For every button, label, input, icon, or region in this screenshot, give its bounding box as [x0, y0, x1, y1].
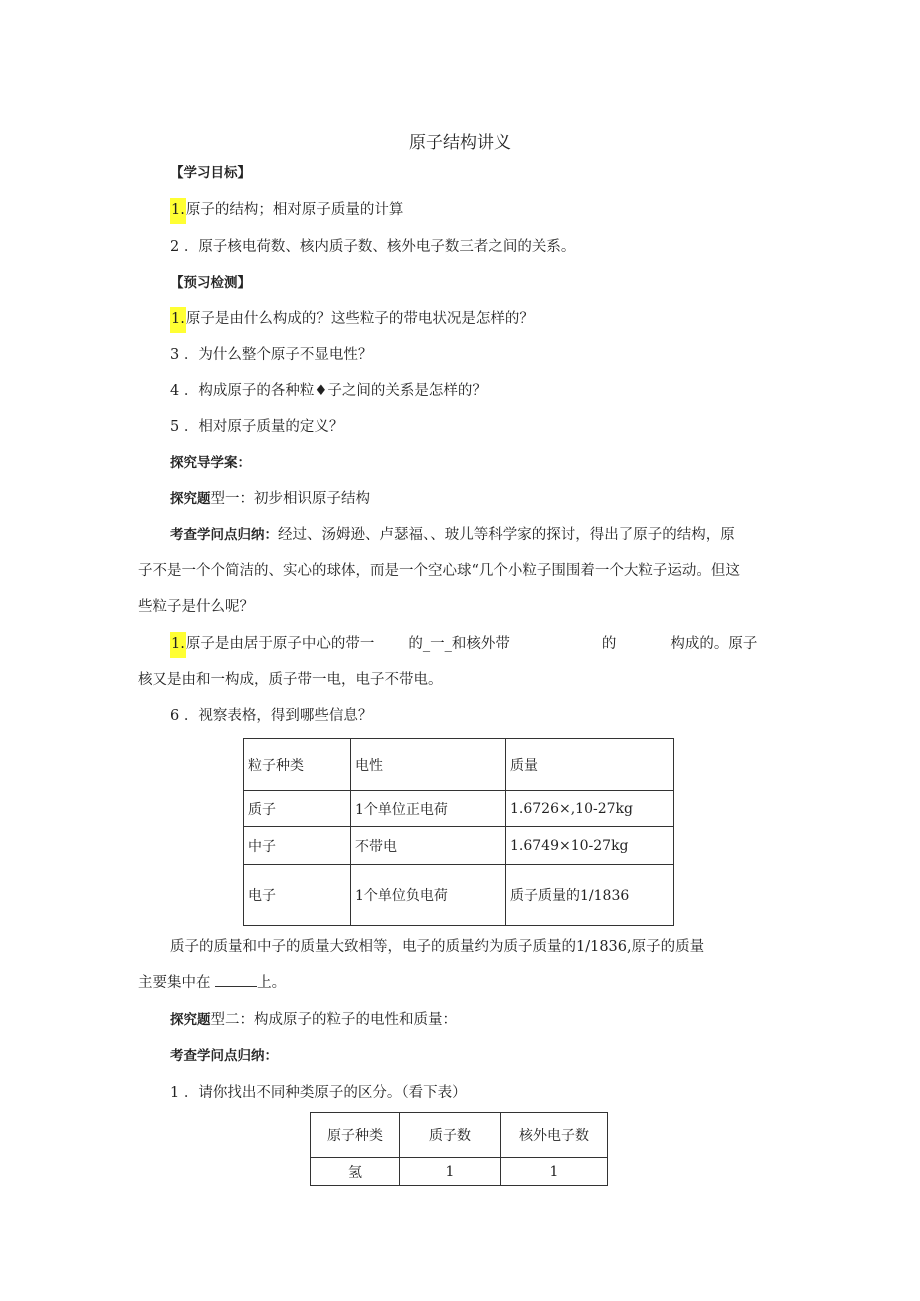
- fill-blank-1-number: 1.: [170, 632, 186, 658]
- table-row: [244, 865, 674, 926]
- knowledge-point-1-line-2: 子不是一个个简洁的、实心的球体，而是一个空心球“几个小粒子围围着一个大粒子运动。但这: [138, 563, 740, 579]
- summary-line-2-end: 上。: [257, 975, 287, 991]
- table-row: [244, 827, 674, 865]
- question-1-number: 1.: [170, 307, 186, 333]
- goals-heading: 【学习目标】: [170, 165, 251, 181]
- fill-blank-1-line-1: [170, 634, 757, 654]
- question-4: 4 ．构成原子的各种粒♦子之间的关系是怎样的？: [170, 383, 487, 399]
- table-header-cell: 质量: [506, 739, 674, 791]
- topic-1: [170, 489, 370, 509]
- fill-blank-1-line-2: 核又是由和一构成，质子带一电，电子不带电。: [138, 672, 443, 688]
- table-cell: 1个单位正电荷: [351, 791, 506, 827]
- summary-line-1: 质子的质量和中子的质量大致相等，电子的质量约为质子质量的1/1836,原子的质量: [170, 939, 705, 955]
- table-cell: 氢: [311, 1158, 400, 1186]
- knowledge-point-1-line-3: 些粒子是什么呢？: [138, 599, 254, 615]
- topic-2-text: 型二：构成原子的粒子的电性和质量：: [210, 1012, 457, 1028]
- table-row: [244, 791, 674, 827]
- question-1-text: 原子是由什么构成的？这些粒子的带电状况是怎样的？: [185, 311, 534, 327]
- table-cell: 中子: [244, 827, 351, 865]
- goal-1: [170, 200, 403, 220]
- table-cell: 质子质量的1/1836: [506, 865, 674, 926]
- fill-blank-1-part-a: 原子是由居于原子中心的带一: [185, 636, 375, 652]
- table-header-cell: 原子种类: [311, 1113, 400, 1158]
- goal-2: 2 ．原子核电荷数、核内质子数、核外电子数三者之间的关系。: [170, 239, 576, 255]
- goal-1-text: 原子的结构；相对原子质量的计算: [185, 202, 404, 218]
- table-header-row: [244, 739, 674, 791]
- table-header-row: [311, 1113, 608, 1158]
- answer-blank: [215, 986, 257, 987]
- table-cell: 1个单位负电荷: [351, 865, 506, 926]
- summary-line-2-text: 主要集中在: [138, 975, 211, 991]
- particle-table: [243, 738, 674, 926]
- question-1: [170, 309, 534, 329]
- question-6: 6 ．视察表格，得到哪些信息？: [170, 708, 373, 724]
- knowledge-point-1-text: 经过、汤姆逊、卢瑟福、、玻儿等科学家的探讨，得出了原子的结构，原: [278, 527, 735, 543]
- question-5: 5 ．相对原子质量的定义？: [170, 419, 344, 435]
- knowledge-point-1-line-1: [170, 525, 735, 545]
- topic-1-text: 型一：初步相识原子结构: [210, 491, 370, 507]
- fill-blank-1-part-d: 构成的。原子: [670, 636, 758, 652]
- goal-1-number: 1.: [170, 198, 186, 224]
- fill-blank-1-part-c: 的: [601, 636, 617, 652]
- summary-line-2: [138, 973, 286, 993]
- topic-1-label: 探究题: [170, 491, 211, 507]
- table-cell: 电子: [244, 865, 351, 926]
- question-3: 3 ．为什么整个原子不显电性？: [170, 347, 373, 363]
- atom-table: [310, 1112, 608, 1186]
- topic-2-label: 探究题: [170, 1012, 211, 1028]
- table-cell: 1: [400, 1158, 501, 1186]
- table-header-cell: 核外电子数: [501, 1113, 608, 1158]
- table-header-cell: 质子数: [400, 1113, 501, 1158]
- table-cell: 1: [501, 1158, 608, 1186]
- table-row: [311, 1158, 608, 1186]
- table-cell: 不带电: [351, 827, 506, 865]
- topic-2: [170, 1010, 457, 1030]
- question-atom-difference: 1 ．请你找出不同种类原子的区分。（看下表）: [170, 1085, 467, 1101]
- table-cell: 1.6726×,10-27kg: [506, 791, 674, 827]
- table-header-cell: 粒子种类: [244, 739, 351, 791]
- knowledge-point-1-label: 考查学问点归纳：: [170, 527, 278, 543]
- table-cell: 质子: [244, 791, 351, 827]
- fill-blank-1-part-b: 的_一_和核外带: [408, 636, 510, 652]
- knowledge-point-2-label: 考查学问点归纳：: [170, 1048, 278, 1064]
- explore-heading: 探究导学案：: [170, 455, 251, 471]
- preview-heading: 【预习检测】: [170, 275, 251, 291]
- table-header-cell: 电性: [351, 739, 506, 791]
- table-cell: 1.6749×10-27kg: [506, 827, 674, 865]
- document-title: 原子结构讲义: [409, 133, 511, 153]
